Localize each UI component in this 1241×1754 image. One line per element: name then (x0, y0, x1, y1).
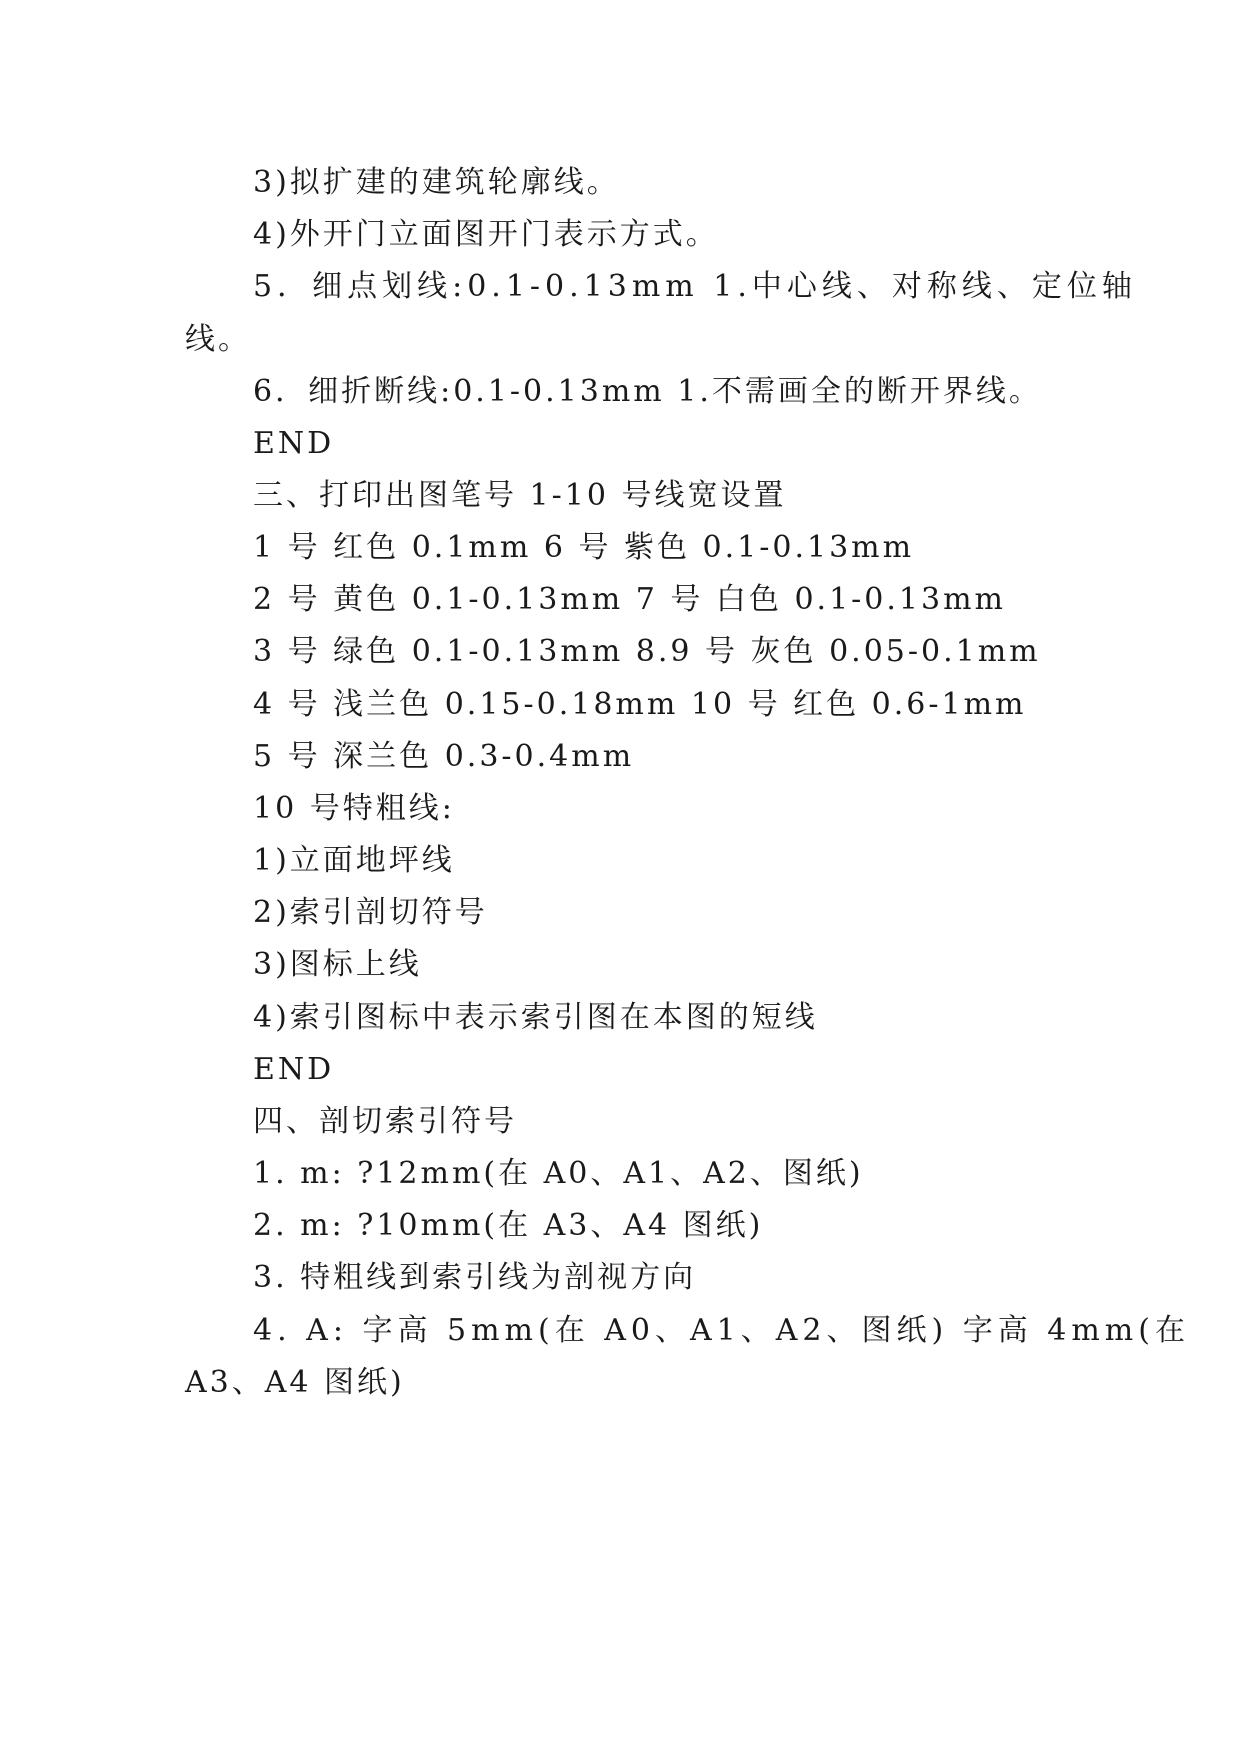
text-line: 6．细折断线:0.1-0.13mm 1.不需画全的断开界线。 (253, 374, 1042, 409)
text-line: 1 号 红色 0.1mm 6 号 紫色 0.1-0.13mm (253, 530, 915, 565)
text-line: 10 号特粗线: (253, 791, 455, 826)
text-line: 2. m: ?10mm(在 A3、A4 图纸) (253, 1208, 764, 1243)
text-line: A3、A4 图纸) (185, 1365, 405, 1400)
text-line: 1. m: ?12mm(在 A0、A1、A2、图纸) (253, 1156, 864, 1191)
text-line: 4)外开门立面图开门表示方式。 (253, 217, 719, 252)
section-heading: 三、打印出图笔号 1-10 号线宽设置 (253, 478, 787, 513)
text-line: 2 号 黄色 0.1-0.13mm 7 号 白色 0.1-0.13mm (253, 582, 1007, 617)
text-line: 4. A: 字高 5mm(在 A0、A1、A2、图纸) 字高 4mm(在 (253, 1313, 1190, 1348)
text-line: 4)索引图标中表示索引图在本图的短线 (253, 1000, 818, 1035)
text-line: 1)立面地坪线 (253, 843, 455, 878)
text-line: 线。 (185, 322, 251, 357)
text-line: END (253, 1052, 335, 1087)
text-line: 3)拟扩建的建筑轮廓线。 (253, 165, 620, 200)
text-line: 2)索引剖切符号 (253, 895, 488, 930)
text-line: 3 号 绿色 0.1-0.13mm 8.9 号 灰色 0.05-0.1mm (253, 634, 1041, 669)
text-line: END (253, 426, 335, 461)
text-line: 5．细点划线:0.1-0.13mm 1.中心线、对称线、定位轴 (253, 269, 1137, 304)
section-heading: 四、剖切索引符号 (253, 1104, 517, 1139)
text-line: 4 号 浅兰色 0.15-0.18mm 10 号 红色 0.6-1mm (253, 687, 1027, 722)
text-line: 3)图标上线 (253, 947, 422, 982)
text-line: 3. 特粗线到索引线为剖视方向 (253, 1260, 697, 1295)
text-line: 5 号 深兰色 0.3-0.4mm (253, 739, 635, 774)
